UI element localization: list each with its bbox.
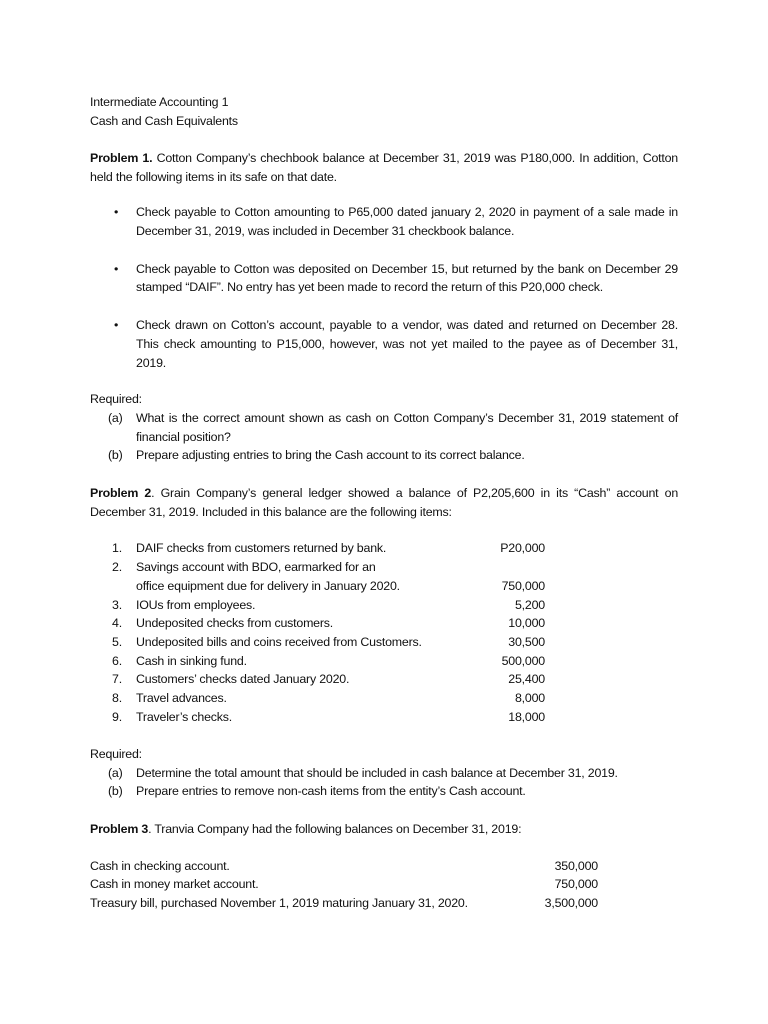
list-item [90,764,678,783]
bullet-text: Check payable to Cotton was deposited on December 15, but returned by the bank on December 29 stamped “DAIF”. No entry has yet been made to record the return of this P20,000 check. [136,261,678,295]
balance-amount: 350,000 [554,858,598,873]
item-text: Customers’ checks dated January 2020. [136,672,350,687]
item-text: Undeposited checks from customers. [136,616,334,631]
required-text: Prepare adjusting entries to bring the Cash account to its correct balance. [136,448,525,463]
problem1-text: Cotton Company’s chechbook balance at December 31, 2019 was P180,000. In addition, Cotton held the following items in its safe on that date. [90,150,678,184]
list-item [90,652,678,671]
item-number: 9. [112,709,122,724]
balance-amount: 750,000 [554,877,598,892]
balance-label: Cash in money market account. [90,877,259,892]
problem2-required-list [90,764,678,801]
item-number: 1. [112,541,122,556]
required-text: Prepare entries to remove non-cash items from the entity’s Cash account. [136,784,526,799]
list-marker: (a) [108,765,123,780]
problem1-label: Problem 1. [90,150,153,165]
list-item [90,670,678,689]
table-row [90,857,678,876]
list-marker: (b) [108,784,123,799]
problem2-text: . Grain Company’s general ledger showed a balance of P2,205,600 in its “Cash” account on December 31, 2019. Included in this balance are the following items: [90,486,679,519]
item-amount: 10,000 [508,616,545,631]
list-item [90,409,678,446]
problem2-required-label: Required: [90,746,142,761]
item-amount: 30,500 [508,634,545,649]
problem1-intro [90,149,678,186]
problem1-required-label: Required: [90,392,142,407]
document-content [90,93,678,913]
item-number: 4. [112,616,122,631]
course-title: Intermediate Accounting 1 [90,95,229,109]
list-item [90,614,678,633]
item-text: DAIF checks from customers returned by bank. [136,541,387,556]
item-number: 3. [112,597,122,612]
problem2-label: Problem 2 [90,486,152,501]
problem2-intro [90,484,678,521]
bullet-icon: • [114,205,119,220]
item-number: 2. [112,560,122,575]
required-text: What is the correct amount shown as cash on Cotton Company’s December 31, 2019 statement of financial position? [136,410,678,444]
problem1-required-list [90,409,678,465]
problem3-label: Problem 3 [90,821,149,836]
item-amount: 500,000 [501,653,545,668]
list-item [90,539,678,558]
item-amount: P20,000 [500,541,545,556]
bullet-icon: • [114,261,119,276]
item-text: Undeposited bills and coins received from Customers. [136,634,422,649]
problem3-text: . Tranvia Company had the following balances on December 31, 2019: [148,821,522,836]
list-item [90,782,678,801]
item-amount: 18,000 [508,709,545,724]
item-text: IOUs from employees. [136,597,256,612]
problem3-balances [90,857,678,913]
list-marker: (a) [108,410,123,425]
item-text: Cash in sinking fund. [136,653,247,668]
list-item [90,633,678,652]
list-item [90,316,678,372]
balance-label: Treasury bill, purchased November 1, 2019 maturing January 31, 2020. [90,896,468,911]
list-marker: (b) [108,448,123,463]
item-number: 6. [112,653,122,668]
list-item [90,203,678,240]
list-item [90,558,678,595]
bullet-text: Check drawn on Cotton’s account, payable to a vendor, was dated and returned on December 28. This check amounting to P15,000, however, was not yet mailed to the payee as of December 31, 2019. [136,318,678,370]
item-number: 7. [112,672,122,687]
list-item [90,260,678,297]
table-row [90,875,678,894]
item-amount: 5,200 [514,597,545,612]
item-amount: 8,000 [514,690,545,705]
list-item [90,708,678,727]
balance-amount: 3,500,000 [544,896,598,911]
problem1-bullet-list [90,203,678,372]
problem2-item-list [90,539,678,726]
required-text: Determine the total amount that should be included in cash balance at December 31, 2019. [136,765,618,780]
item-text: Travel advances. [136,690,227,705]
item-text: Savings account with BDO, earmarked for an [136,560,376,575]
item-number: 8. [112,690,122,705]
topic-title: Cash and Cash Equivalents [90,113,238,128]
bullet-text: Check payable to Cotton amounting to P65,000 dated january 2, 2020 in payment of a sale made in December 31, 2019, was included in December 31 checkbook balance. [136,205,678,239]
item-amount: 750,000 [501,578,545,593]
list-item [90,689,678,708]
item-text-continued: office equipment due for delivery in January 2020. [136,578,400,593]
list-item [90,446,678,465]
item-text: Traveler’s checks. [136,709,233,724]
bullet-icon: • [114,318,119,333]
table-row [90,894,678,913]
item-amount: 25,400 [508,672,545,687]
problem3-intro [90,820,678,839]
balance-label: Cash in checking account. [90,858,230,873]
list-item [90,596,678,615]
item-number: 5. [112,634,122,649]
